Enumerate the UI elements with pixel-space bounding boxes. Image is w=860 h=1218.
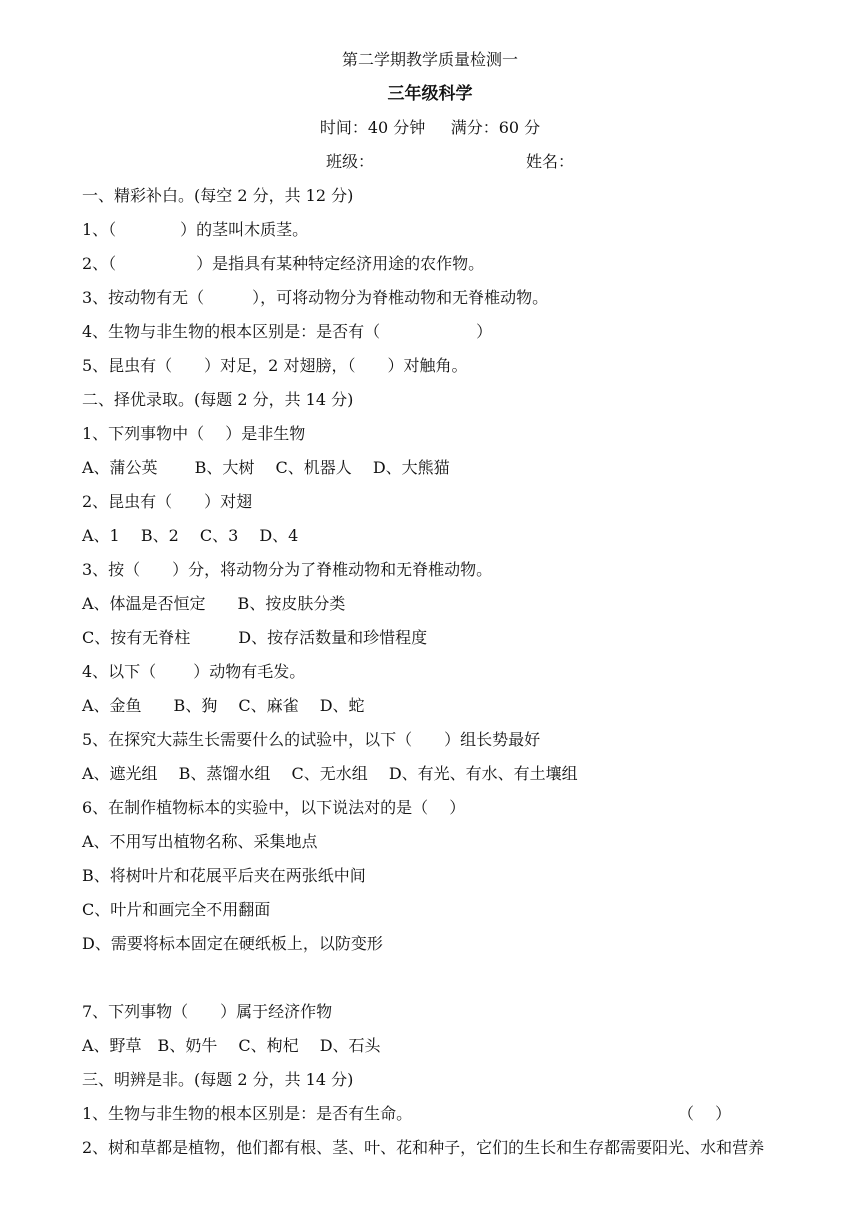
section1-heading: 一、精彩补白。(每空 2 分，共 12 分): [82, 186, 354, 205]
section2-question-3-options-a: A、体温是否恒定 B、按皮肤分类: [82, 594, 346, 613]
section2-question-3-options-b: C、按有无脊柱 D、按存活数量和珍惜程度: [82, 628, 428, 647]
section2-question-4: 4、以下（ ）动物有毛发。: [82, 662, 306, 681]
section2-question-4-options: A、金鱼 B、狗 C、麻雀 D、蛇: [82, 696, 365, 715]
section3-question-2: 2、树和草都是植物，他们都有根、茎、叶、花和种子，它们的生长和生存都需要阳光、水和营养: [82, 1138, 765, 1157]
section1-question-3: 3、按动物有无（ ），可将动物分为脊椎动物和无脊椎动物。: [82, 288, 549, 307]
section2-question-6-option-a: A、不用写出植物名称、采集地点: [82, 832, 318, 851]
exam-title: 第二学期教学质量检测一: [341, 50, 518, 69]
section1-question-2: 2、（ ）是指具有某种特定经济用途的农作物。: [82, 254, 485, 273]
section2-question-1-options: A、蒲公英 B、大树 C、机器人 D、大熊猫: [82, 458, 450, 477]
section2-question-6-option-c: C、叶片和画完全不用翻面: [82, 900, 271, 919]
section2-question-1: 1、下列事物中（ ）是非生物: [82, 424, 306, 443]
section2-heading: 二、择优录取。(每题 2 分，共 14 分): [82, 390, 354, 409]
section2-question-6: 6、在制作植物标本的实验中，以下说法对的是（ ）: [82, 798, 466, 817]
exam-time-info: 时间：40 分钟 满分：60 分: [319, 118, 541, 137]
section2-question-3: 3、按（ ）分，将动物分为了脊椎动物和无脊椎动物。: [82, 560, 493, 579]
section1-question-1: 1、（ ）的茎叫木质茎。: [82, 220, 309, 239]
section2-question-6-option-d: D、需要将标本固定在硬纸板上，以防变形: [82, 934, 383, 953]
section3-question-1-answer-blank: （ ）: [678, 1104, 732, 1123]
section2-question-2: 2、昆虫有（ ）对翅: [82, 492, 253, 511]
section1-question-4: 4、生物与非生物的根本区别是：是否有（ ）: [82, 322, 493, 341]
section2-question-5: 5、在探究大蒜生长需要什么的试验中，以下（ ）组长势最好: [82, 730, 541, 749]
section3-question-1: 1、生物与非生物的根本区别是：是否有生命。: [82, 1104, 413, 1123]
section1-question-5: 5、昆虫有（ ）对足，2 对翅膀，（ ）对触角。: [82, 356, 468, 375]
name-label: 姓名：: [526, 152, 575, 171]
section2-question-6-option-b: B、将树叶片和花展平后夹在两张纸中间: [82, 866, 366, 885]
section2-question-2-options: A、1 B、2 C、3 D、4: [82, 526, 299, 545]
exam-subject: 三年级科学: [387, 84, 473, 104]
section2-question-5-options: A、遮光组 B、蒸馏水组 C、无水组 D、有光、有水、有土壤组: [82, 764, 578, 783]
section3-heading: 三、明辨是非。(每题 2 分，共 14 分): [82, 1070, 354, 1089]
section2-question-7-options: A、野草 B、奶牛 C、枸杞 D、石头: [82, 1036, 381, 1055]
section2-question-7: 7、下列事物（ ）属于经济作物: [82, 1002, 333, 1021]
class-label: 班级：: [326, 152, 375, 171]
